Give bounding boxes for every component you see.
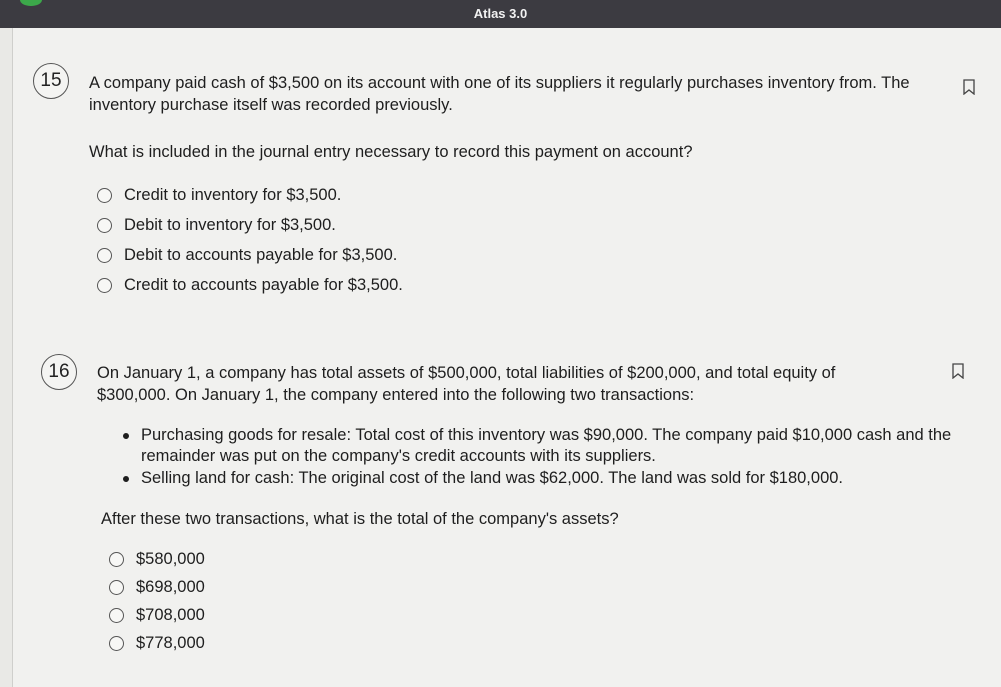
radio-button[interactable]: [109, 580, 124, 595]
radio-button[interactable]: [109, 608, 124, 623]
answer-label: Debit to accounts payable for $3,500.: [124, 245, 398, 264]
radio-button[interactable]: [97, 278, 112, 293]
answer-label: Credit to accounts payable for $3,500.: [124, 275, 403, 294]
answer-option[interactable]: [109, 629, 205, 657]
app-title: Atlas 3.0: [473, 6, 528, 21]
bullet-icon: [123, 476, 129, 482]
question-16-prompt: After these two transactions, what is the total of the company's assets?: [101, 510, 619, 528]
question-16-text: On January 1, a company has total assets of $500,000, total liabilities of $200,000, and total equity of $300,000. On January 1, the company entered into the following two transactions:: [97, 364, 836, 404]
answer-label: $778,000: [136, 633, 205, 652]
answer-option[interactable]: [109, 545, 205, 573]
answer-label: $698,000: [136, 577, 205, 596]
bookmark-icon[interactable]: [963, 79, 975, 95]
title-bar: [0, 0, 1001, 28]
radio-button[interactable]: [97, 188, 112, 203]
list-item: Selling land for cash: The original cost of the land was $62,000. The land was sold for $180,000.: [119, 468, 969, 489]
radio-button[interactable]: [97, 248, 112, 263]
question-number-16: 16: [41, 354, 77, 390]
answer-option[interactable]: [97, 210, 403, 240]
radio-button[interactable]: [109, 552, 124, 567]
radio-button[interactable]: [109, 636, 124, 651]
bookmark-icon[interactable]: [952, 363, 964, 379]
bullet-icon: [123, 433, 129, 439]
question-15-options: [97, 180, 403, 300]
question-number-15: 15: [33, 63, 69, 99]
answer-label: $708,000: [136, 605, 205, 624]
answer-option[interactable]: [97, 240, 403, 270]
answer-label: Credit to inventory for $3,500.: [124, 185, 342, 204]
list-item: Purchasing goods for resale: Total cost of this inventory was $90,000. The company paid $10,000 cash and the remainder was put on the company's credit accounts with its suppliers.: [119, 425, 969, 467]
answer-option[interactable]: [97, 270, 403, 300]
answer-option[interactable]: [97, 180, 403, 210]
radio-button[interactable]: [97, 218, 112, 233]
question-15-prompt: What is included in the journal entry necessary to record this payment on account?: [89, 143, 693, 161]
question-15-text: A company paid cash of $3,500 on its account with one of its suppliers it regularly purchases inventory from. The inventory purchase itself was recorded previously.: [89, 74, 910, 114]
answer-label: $580,000: [136, 549, 205, 568]
question-16-options: [109, 545, 205, 657]
quiz-content: [12, 28, 1001, 687]
transaction-list: [119, 425, 969, 490]
answer-option[interactable]: [109, 601, 205, 629]
answer-option[interactable]: [109, 573, 205, 601]
answer-label: Debit to inventory for $3,500.: [124, 215, 336, 234]
